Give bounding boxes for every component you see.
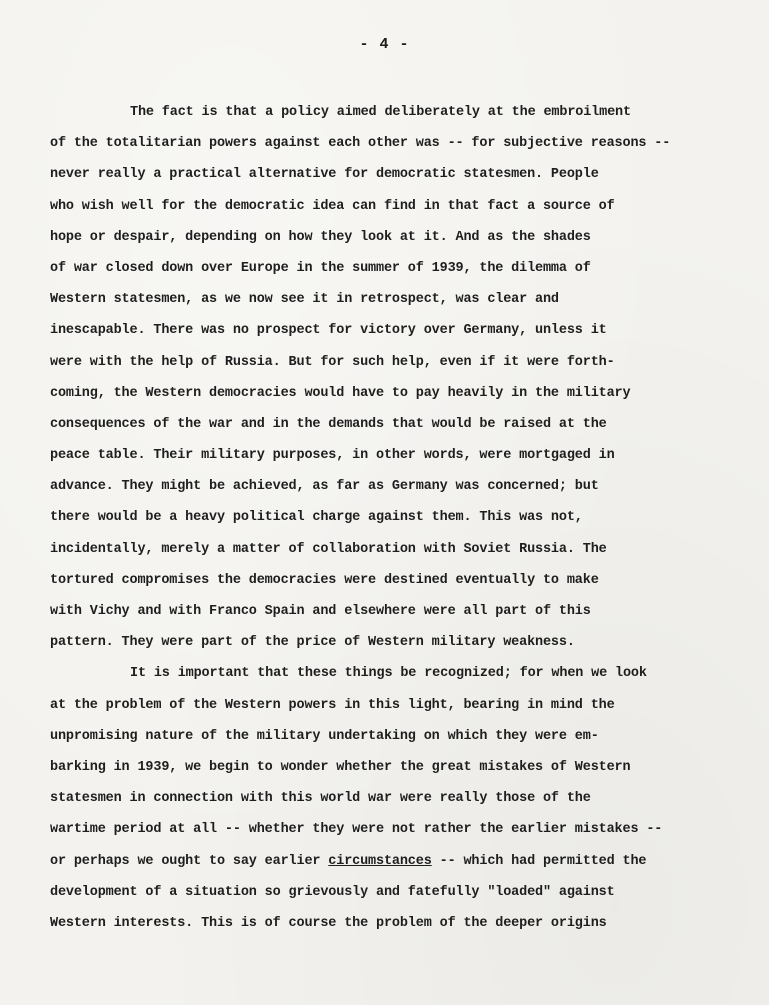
text-segment: -- which had permitted the xyxy=(431,853,647,869)
text-segment: or perhaps we ought to say earlier xyxy=(50,853,329,869)
text-line: never really a practical alternative for democratic statesmen. People xyxy=(50,167,599,183)
text-line: hope or despair, depending on how they look at it. And as the shades xyxy=(50,229,591,245)
text-line: peace table. Their military purposes, in other words, were mortgaged in xyxy=(50,448,615,464)
text-line: The fact is that a policy aimed deliberately at the embroilment xyxy=(130,105,631,120)
text-line: pattern. They were part of the price of Western military weakness. xyxy=(50,635,575,651)
underlined-word: circumstances xyxy=(328,853,432,869)
text-line: consequences of the war and in the demands that would be raised at the xyxy=(50,416,607,432)
page-number: - 4 - xyxy=(359,36,410,53)
text-line: statesmen in connection with this world war were really those of the xyxy=(50,791,591,807)
body-text xyxy=(50,97,690,939)
text-line: tortured compromises the democracies were destined eventually to make xyxy=(50,572,599,588)
text-line: of the totalitarian powers against each other was -- for subjective reasons -- xyxy=(50,136,671,152)
text-line: barking in 1939, we begin to wonder whether the great mistakes of Western xyxy=(50,759,631,775)
text-line: who wish well for the democratic idea can find in that fact a source of xyxy=(50,198,615,214)
text-line: Western statesmen, as we now see it in retrospect, was clear and xyxy=(50,292,559,308)
text-line: with Vichy and with Franco Spain and elsewhere were all part of this xyxy=(50,604,591,619)
text-line: development of a situation so grievously and fatefully "loaded" against xyxy=(50,884,615,900)
text-line: at the problem of the Western powers in this light, bearing in mind the xyxy=(50,697,615,713)
text-line: inescapable. There was no prospect for victory over Germany, unless it xyxy=(50,323,607,339)
text-line: wartime period at all -- whether they were not rather the earlier mistakes -- xyxy=(50,822,663,838)
text-line: incidentally, merely a matter of collaboration with Soviet Russia. The xyxy=(50,541,607,557)
text-line: coming, the Western democracies would have to pay heavily in the military xyxy=(50,385,631,401)
text-line: were with the help of Russia. But for such help, even if it were forth- xyxy=(50,354,615,370)
text-line: advance. They might be achieved, as far as Germany was concerned; but xyxy=(50,479,599,495)
text-line: there would be a heavy political charge against them. This was not, xyxy=(50,510,583,526)
text-line: of war closed down over Europe in the summer of 1939, the dilemma of xyxy=(50,260,591,276)
text-line: unpromising nature of the military undertaking on which they were em- xyxy=(50,728,599,744)
text-line: Western interests. This is of course the problem of the deeper origins xyxy=(50,915,607,931)
text-line xyxy=(50,846,690,877)
text-line: It is important that these things be recognized; for when we look xyxy=(130,666,647,682)
